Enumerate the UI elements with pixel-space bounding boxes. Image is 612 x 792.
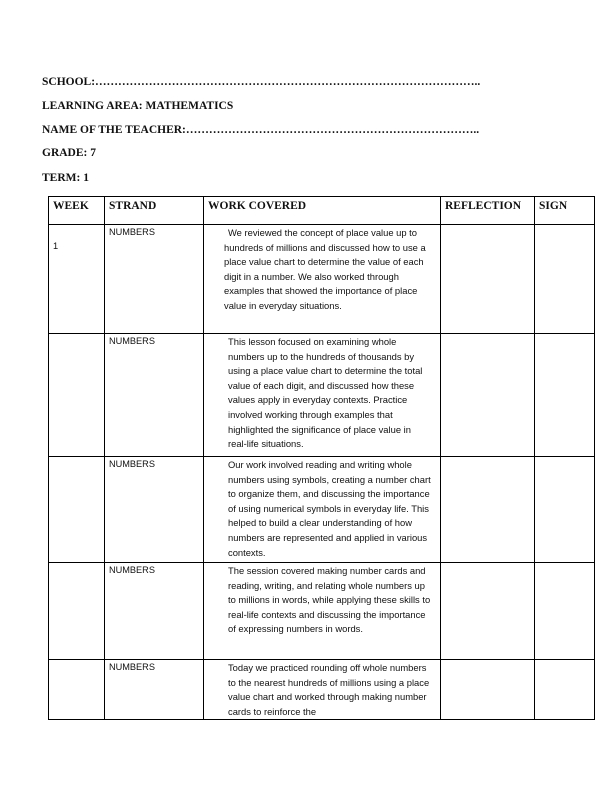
reflection-cell[interactable] <box>441 334 535 457</box>
sign-cell[interactable] <box>535 457 595 563</box>
column-header-week: WEEK <box>49 197 105 225</box>
work-covered-text: Today we practiced rounding off whole numbers to the nearest hundreds of millions using a place value chart and worked through making number cards to reinforce the <box>228 662 430 717</box>
work-covered-cell <box>204 225 441 334</box>
grade: GRADE: 7 <box>42 147 96 159</box>
work-covered-text: The session covered making number cards and reading, writing, and relating whole numbers up to millions in words, while applying these skills to real-life contexts and discussing the importance of expressing numbers in words. <box>228 565 431 635</box>
work-covered-text: Our work involved reading and writing whole numbers using symbols, creating a number chart to organize them, and discussing the importance of using numerical symbols in everyday life. This helped to build a clear understanding of how numbers are represented and applied in various contexts. <box>228 459 431 558</box>
week-cell <box>49 563 105 660</box>
table-row <box>49 334 595 457</box>
work-covered-cell <box>204 563 441 660</box>
reflection-cell[interactable] <box>441 660 535 720</box>
term: TERM: 1 <box>42 172 89 184</box>
column-header-sign: SIGN <box>535 197 595 225</box>
work-covered-cell <box>204 457 441 563</box>
table-row <box>49 563 595 660</box>
strand-cell: NUMBERS <box>105 334 204 457</box>
strand-cell: NUMBERS <box>105 457 204 563</box>
table-header-row <box>49 197 595 225</box>
sign-cell[interactable] <box>535 660 595 720</box>
strand-cell: NUMBERS <box>105 660 204 720</box>
table-row <box>49 457 595 563</box>
work-covered-text: We reviewed the concept of place value up to hundreds of millions and discussed how to use a place value chart to determine the value of each digit in a number. We also worked through examples that showed the importance of place value in everyday situations. <box>224 227 426 311</box>
work-covered-cell <box>204 334 441 457</box>
table-row <box>49 225 595 334</box>
column-header-reflection: REFLECTION <box>441 197 535 225</box>
work-record-table <box>48 196 595 720</box>
sign-cell[interactable] <box>535 563 595 660</box>
reflection-cell[interactable] <box>441 457 535 563</box>
sign-cell[interactable] <box>535 334 595 457</box>
reflection-cell[interactable] <box>441 225 535 334</box>
reflection-cell[interactable] <box>441 563 535 660</box>
week-cell <box>49 334 105 457</box>
learning-area: LEARNING AREA: MATHEMATICS <box>42 100 234 112</box>
strand-cell: NUMBERS <box>105 563 204 660</box>
column-header-strand: STRAND <box>105 197 204 225</box>
column-header-work-covered: WORK COVERED <box>204 197 441 225</box>
work-covered-cell <box>204 660 441 720</box>
work-covered-text: This lesson focused on examining whole numbers up to the hundreds of thousands by using a place value chart to determine the total value of each digit, and discussed how these values apply in everyday contexts. Practice involved working through examples that highlighted the significance of place value in real-life situations. <box>228 336 423 450</box>
week-cell <box>49 457 105 563</box>
week-cell <box>49 660 105 720</box>
teacher-name-field: NAME OF THE TEACHER:………………………………………………………………….. <box>42 124 480 136</box>
strand-cell: NUMBERS <box>105 225 204 334</box>
table-row <box>49 660 595 720</box>
week-cell <box>49 225 105 334</box>
school-field: SCHOOL:……………………………………………………………………………………….. <box>42 76 481 88</box>
week-number: 1 <box>53 241 59 251</box>
sign-cell[interactable] <box>535 225 595 334</box>
